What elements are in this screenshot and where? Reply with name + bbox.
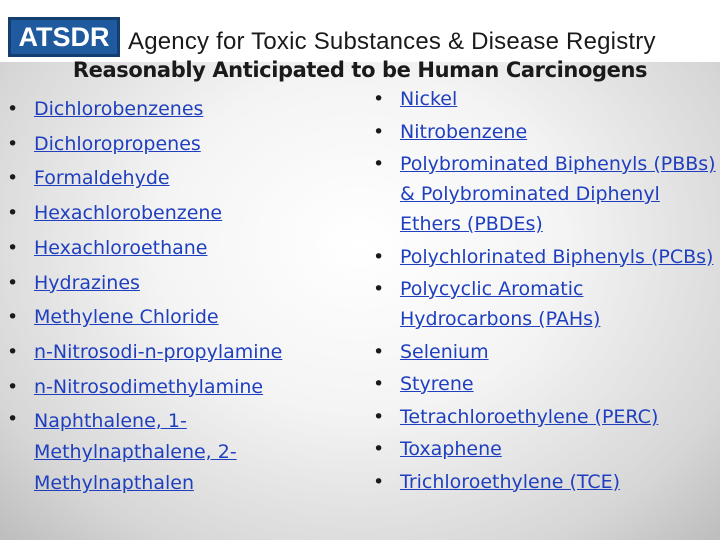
list-item[interactable] — [373, 84, 720, 114]
list-item[interactable] — [7, 335, 334, 370]
header-banner — [0, 0, 720, 62]
bullet-icon: • — [7, 340, 19, 363]
list-item[interactable] — [373, 117, 720, 147]
list-item[interactable] — [7, 92, 334, 127]
right-carcinogen-list — [373, 84, 720, 499]
agency-name: Agency for Toxic Substances & Disease Registry — [128, 28, 656, 55]
list-item[interactable] — [373, 149, 720, 239]
left-carcinogen-list — [7, 92, 334, 499]
list-item-label[interactable]: Polychlorinated Biphenyls (PCBs) — [400, 245, 714, 268]
list-item-label[interactable]: Dichloropropenes — [34, 132, 201, 155]
bullet-icon: • — [7, 132, 19, 155]
list-item[interactable] — [7, 196, 334, 231]
list-item[interactable] — [7, 161, 334, 196]
list-item[interactable] — [373, 369, 720, 399]
list-item[interactable] — [7, 231, 334, 266]
bullet-icon: • — [373, 405, 385, 428]
bullet-icon: • — [7, 202, 19, 225]
bullet-icon: • — [373, 278, 385, 300]
list-item-label[interactable]: Nickel — [400, 88, 458, 110]
list-item[interactable] — [373, 467, 720, 497]
bullet-icon: • — [7, 236, 19, 259]
list-item-label[interactable]: Selenium — [400, 340, 489, 363]
list-item[interactable] — [7, 127, 334, 162]
list-item-label[interactable]: Dichlorobenzenes — [34, 98, 204, 120]
list-item[interactable] — [373, 402, 720, 432]
list-item-label[interactable]: Hexachlorobenzene — [34, 202, 223, 225]
list-item-label[interactable]: Polycyclic Aromatic Hydrocarbons (PAHs) — [400, 278, 601, 330]
bullet-icon: • — [7, 375, 19, 398]
atsdr-logo: ATSDR — [8, 17, 120, 57]
list-item-label[interactable]: n-Nitrosodi-n-propylamine — [34, 340, 283, 363]
list-item-label[interactable]: Trichloroethylene (TCE) — [400, 470, 621, 493]
bullet-icon: • — [373, 88, 385, 110]
bullet-icon: • — [7, 408, 19, 431]
bullet-icon: • — [373, 245, 385, 268]
list-item-label[interactable]: Methylene Chloride — [34, 306, 219, 329]
bullet-icon: • — [7, 306, 19, 329]
list-item-label[interactable]: Styrene — [400, 373, 474, 395]
bullet-icon: • — [7, 167, 19, 190]
list-item[interactable] — [373, 337, 720, 367]
bullet-icon: • — [373, 153, 385, 175]
list-item-label[interactable]: Polybrominated Biphenyls (PBBs) & Polybrominated Diphenyl Ethers (PBDEs) — [400, 153, 716, 235]
bullet-icon: • — [373, 373, 385, 395]
list-item-label[interactable]: Naphthalene, 1-Methylnapthalene, 2-Methylnapthalen — [34, 410, 237, 495]
list-item-label[interactable]: Hydrazines — [34, 271, 140, 294]
list-item-label[interactable]: Tetrachloroethylene (PERC) — [400, 405, 659, 428]
list-item-label[interactable]: n-Nitrosodimethylamine — [34, 375, 264, 398]
list-item[interactable] — [373, 242, 720, 272]
slide-title: Reasonably Anticipated to be Human Carcinogens — [72, 58, 648, 82]
list-item-label[interactable]: Nitrobenzene — [400, 120, 528, 143]
list-item-label[interactable]: Formaldehyde — [34, 167, 170, 190]
list-item-label[interactable]: Hexachloroethane — [34, 236, 208, 259]
bullet-icon: • — [7, 271, 19, 294]
list-item[interactable] — [7, 300, 334, 335]
bullet-icon: • — [373, 120, 385, 143]
list-item[interactable] — [373, 434, 720, 464]
bullet-icon: • — [373, 340, 385, 363]
bullet-icon: • — [7, 98, 19, 120]
bullet-icon: • — [373, 438, 385, 460]
list-item[interactable] — [7, 266, 334, 301]
list-item[interactable] — [7, 404, 334, 499]
list-item-label[interactable]: Toxaphene — [400, 438, 502, 460]
bullet-icon: • — [373, 470, 385, 493]
list-item[interactable] — [7, 370, 334, 405]
list-item[interactable] — [373, 274, 720, 334]
